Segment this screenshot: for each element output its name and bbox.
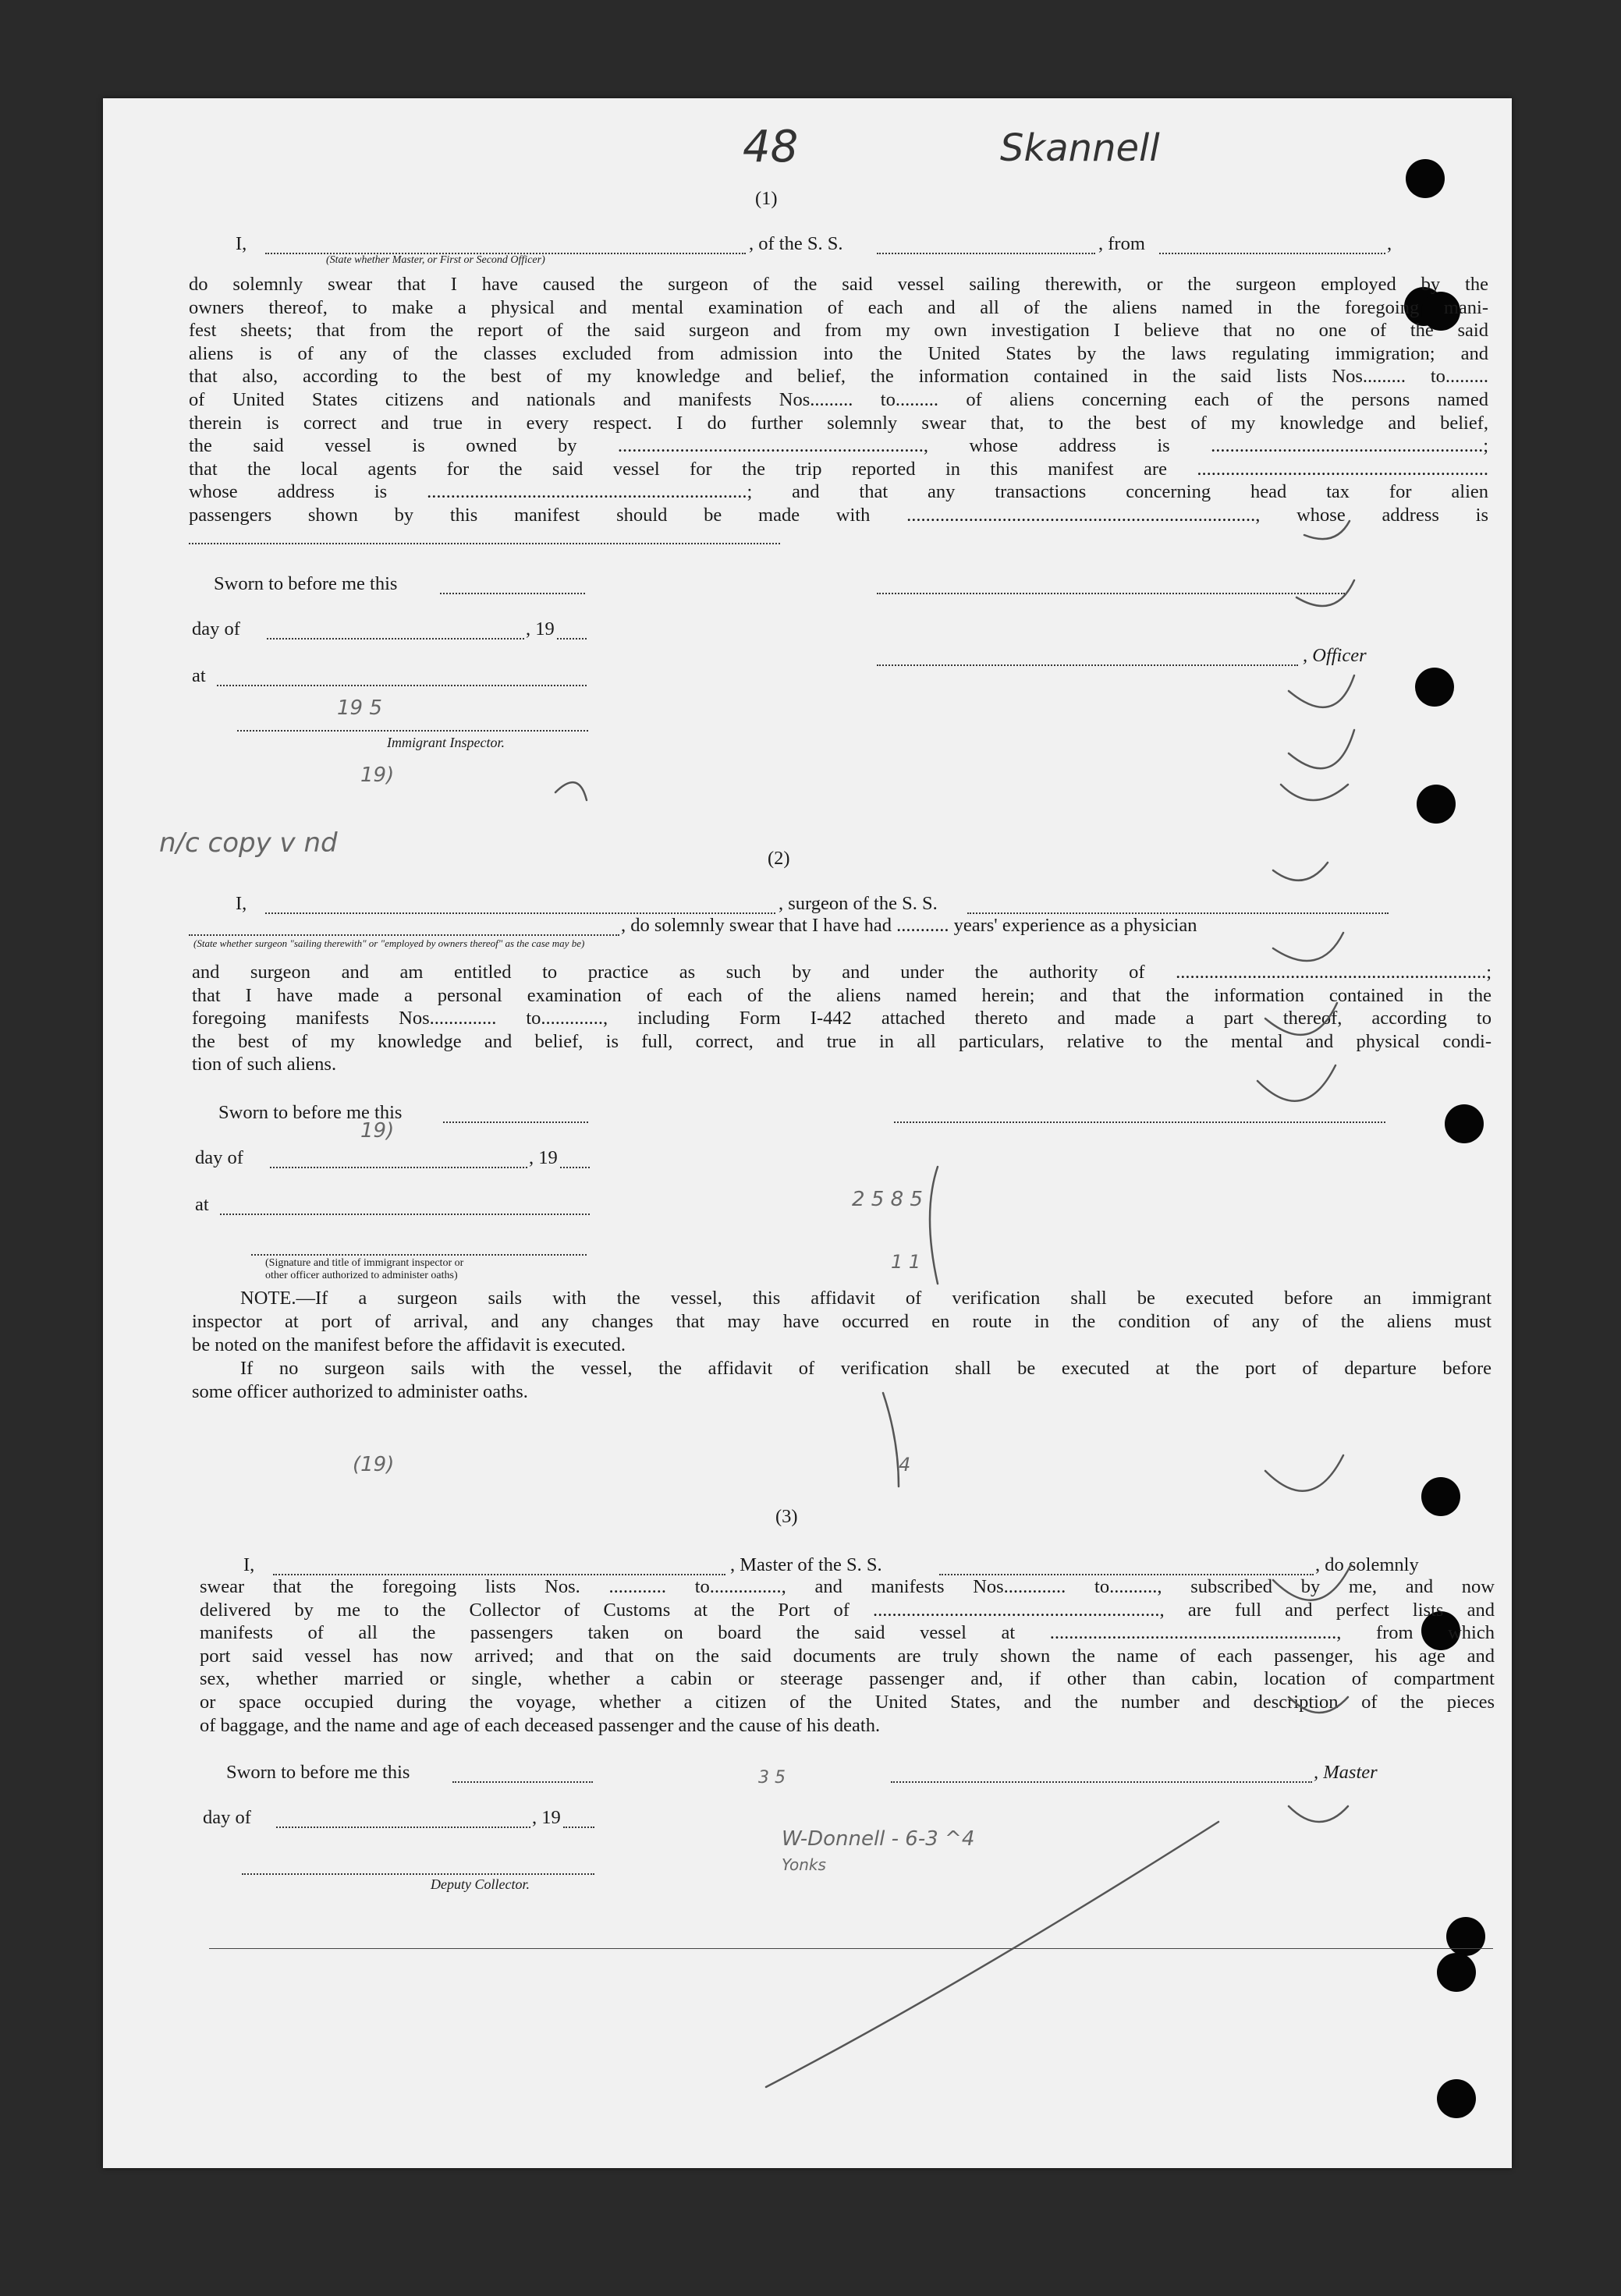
year-label-1: , 19 (526, 618, 555, 640)
page-number: 48 (743, 122, 799, 172)
blank-line (440, 593, 585, 594)
blank-line (563, 1827, 594, 1828)
master-of-label: , Master of the S. S. (730, 1554, 882, 1575)
note-line-3: be noted on the manifest before the affidavit is executed. (192, 1334, 626, 1355)
section-1-body-line: aliens is of any of the classes excluded from admission into the United States by the laws regulating immigration; and (189, 342, 1488, 364)
collector-signature-line (242, 1873, 594, 1875)
section-2-i: I, (236, 893, 247, 914)
svg-text:19 5: 19 5 (337, 696, 382, 720)
officer-label: , Officer (1303, 645, 1367, 666)
day-of-label-1: day of (192, 618, 240, 640)
blank-line (560, 1167, 590, 1168)
section-3-body-line: swear that the foregoing lists Nos. ............ to..............., and manifests Nos............. to.........., subscribed by me, and now (200, 1576, 1495, 1597)
svg-text:(19): (19) (353, 1453, 395, 1476)
section-1-i: I, (236, 233, 247, 254)
section-1-body-line: that the local agents for the said vessel for the trip reported in this manifest are ............................................................. (189, 458, 1488, 480)
section-3-number: (3) (775, 1506, 798, 1527)
svg-text:3 5: 3 5 (758, 1768, 786, 1788)
section-1-body-line: fest sheets; that from the report of the said surgeon and from my own investigation I believe that no one of the said (189, 320, 1488, 342)
section-1-number: (1) (755, 188, 778, 209)
sworn-label-3: Sworn to before me this (226, 1762, 410, 1783)
section-1-caption: (State whether Master, or First or Second Officer) (326, 254, 545, 266)
blank-line (1159, 253, 1385, 254)
blank-line (276, 1827, 530, 1828)
section-3-body-line: delivered by me to the Collector of Customs at the Port of ............................................................, are full and perfect lists and (200, 1599, 1495, 1621)
year-label-2: , 19 (529, 1147, 558, 1168)
section-2-body-line: that I have made a personal examination of each of the aliens named herein; and that the information contained in the (192, 984, 1492, 1006)
section-1-body-line: whose address is ...................................................................; and that any transactions concerning head tax for alien (189, 481, 1488, 503)
blank-line (877, 253, 1095, 254)
at-label-1: at (192, 665, 206, 686)
section-1-body-line: the said vessel is owned by ................................................................, whose address is .........................................................; (189, 435, 1488, 457)
punct: , (1387, 233, 1392, 254)
punch-hole (1437, 2079, 1476, 2118)
section-1-body-line: that also, according to the best of my knowledge and belief, the information contained in the said lists Nos......... to......... (189, 366, 1488, 388)
svg-text:Yonks: Yonks (782, 1855, 826, 1874)
blank-line (267, 638, 524, 640)
of-ss-label: , of the S. S. (749, 233, 843, 254)
manifest-page (103, 98, 1512, 2168)
blank-line (877, 664, 1298, 666)
section-3-body-line: sex, whether married or single, whether a cabin or steerage passenger and, if other than cabin, location of compartment (200, 1668, 1495, 1690)
punch-hole (1446, 1917, 1485, 1956)
sig-caption-1: (Signature and title of immigrant inspector or (265, 1257, 464, 1269)
blank-line (189, 543, 780, 544)
day-of-label-3: day of (203, 1807, 251, 1828)
note-line-2: inspector at port of arrival, and any changes that may have occurred en route in the condition of any of the aliens must (192, 1311, 1492, 1332)
section-1-body-line: therein is correct and true in every respect. I do further solemnly swear that, to the best of my knowledge and belief, (189, 412, 1488, 434)
svg-text:4: 4 (899, 1454, 911, 1476)
section-2-body-line: the best of my knowledge and belief, is full, correct, and true in all particulars, relative to the mental and physical condi- (192, 1030, 1492, 1052)
section-3-body-line: manifests of all the passengers taken on board the said vessel at ............................................................, from which (200, 1622, 1495, 1644)
bottom-rule (209, 1948, 1493, 1949)
section-1-body-line: passengers shown by this manifest should be made with ........................................................................., whose address is (189, 505, 1488, 526)
svg-text:2 5 8 5: 2 5 8 5 (852, 1188, 923, 1211)
deputy-collector-label: Deputy Collector. (431, 1876, 530, 1892)
section-3-i: I, (243, 1554, 255, 1575)
do-solemnly: , do solemnly (1315, 1554, 1419, 1575)
blank-line (452, 1781, 593, 1783)
svg-text:19): 19) (360, 764, 395, 787)
section-2-body-line: foregoing manifests Nos.............. to............., including Form I-442 attached thereto and made a part thereof, according to (192, 1008, 1492, 1029)
punch-hole (1437, 1953, 1476, 1992)
master-label: , Master (1314, 1762, 1378, 1783)
note2-line-2: some officer authorized to administer oaths. (192, 1381, 528, 1402)
section-3-body-line: port said vessel has now arrived; and that on the said documents are truly shown the name of each passenger, his age and (200, 1645, 1495, 1667)
sig-caption-2: other officer authorized to administer oaths) (265, 1270, 458, 1281)
section-2-body-line: and surgeon and am entitled to practice as such by and under the authority of .................................................................; (192, 962, 1492, 983)
svg-text:n/c copy v nd: n/c copy v nd (159, 827, 338, 859)
punch-hole (1445, 1104, 1484, 1143)
punch-hole (1406, 159, 1445, 198)
svg-text:W-Donnell - 6-3 ^4: W-Donnell - 6-3 ^4 (782, 1827, 975, 1851)
day-of-label-2: day of (195, 1147, 243, 1168)
blank-line (220, 1214, 590, 1215)
sworn-label-1: Sworn to before me this (214, 573, 398, 594)
section-2-caption: (State whether surgeon "sailing therewith" or "employed by owners thereof" as the case may be) (193, 937, 585, 949)
punch-hole (1415, 668, 1454, 707)
vessel-note: Skannell (1000, 126, 1160, 170)
section-2-number: (2) (768, 848, 790, 869)
svg-text:19): 19) (360, 1119, 395, 1143)
signature-line (251, 1254, 587, 1256)
inspector-label: Immigrant Inspector. (387, 735, 505, 750)
blank-line (189, 934, 619, 936)
at-label-2: at (195, 1194, 209, 1215)
blank-line (443, 1121, 588, 1123)
inspector-signature-line (237, 730, 588, 732)
blank-line (557, 638, 587, 640)
section-2-body-last: tion of such aliens. (192, 1054, 337, 1075)
blank-line (270, 1167, 527, 1168)
punch-hole (1417, 785, 1456, 824)
svg-text:1 1: 1 1 (891, 1251, 921, 1273)
officer-signature-line (877, 593, 1345, 594)
punch-hole (1421, 1477, 1460, 1516)
section-3-body-line: or space occupied during the voyage, whether a citizen of the United States, and the number and description of the pieces (200, 1692, 1495, 1713)
section-1-body-line: do solemnly swear that I have caused the surgeon of the said vessel sailing therewith, or the surgeon employed by the (189, 274, 1488, 295)
surgeon-of-label: , surgeon of the S. S. (779, 893, 938, 914)
from-label: , from (1098, 233, 1145, 254)
surgeon-signature-line (894, 1121, 1385, 1123)
section-1-body-line: of United States citizens and nationals and manifests Nos......... to......... of aliens concerning each of the persons named (189, 389, 1488, 410)
note2-line-1: If no surgeon sails with the vessel, the affidavit of verification shall be executed at the port of departure before (240, 1358, 1492, 1379)
master-signature-line (891, 1781, 1312, 1783)
blank-line (217, 685, 587, 686)
section-3-body-last: of baggage, and the name and age of each deceased passenger and the cause of his death. (200, 1715, 881, 1736)
sworn-label-2: Sworn to before me this (218, 1102, 403, 1123)
year-label-3: , 19 (532, 1807, 561, 1828)
section-2-line-2: , do solemnly swear that I have had ........... years' experience as a physician (621, 915, 1197, 936)
section-1-body-line: owners thereof, to make a physical and mental examination of each and all of the aliens named in the foregoing mani- (189, 296, 1488, 318)
note-line-1: NOTE.—If a surgeon sails with the vessel, this affidavit of verification shall be executed before an immigrant (240, 1288, 1492, 1309)
